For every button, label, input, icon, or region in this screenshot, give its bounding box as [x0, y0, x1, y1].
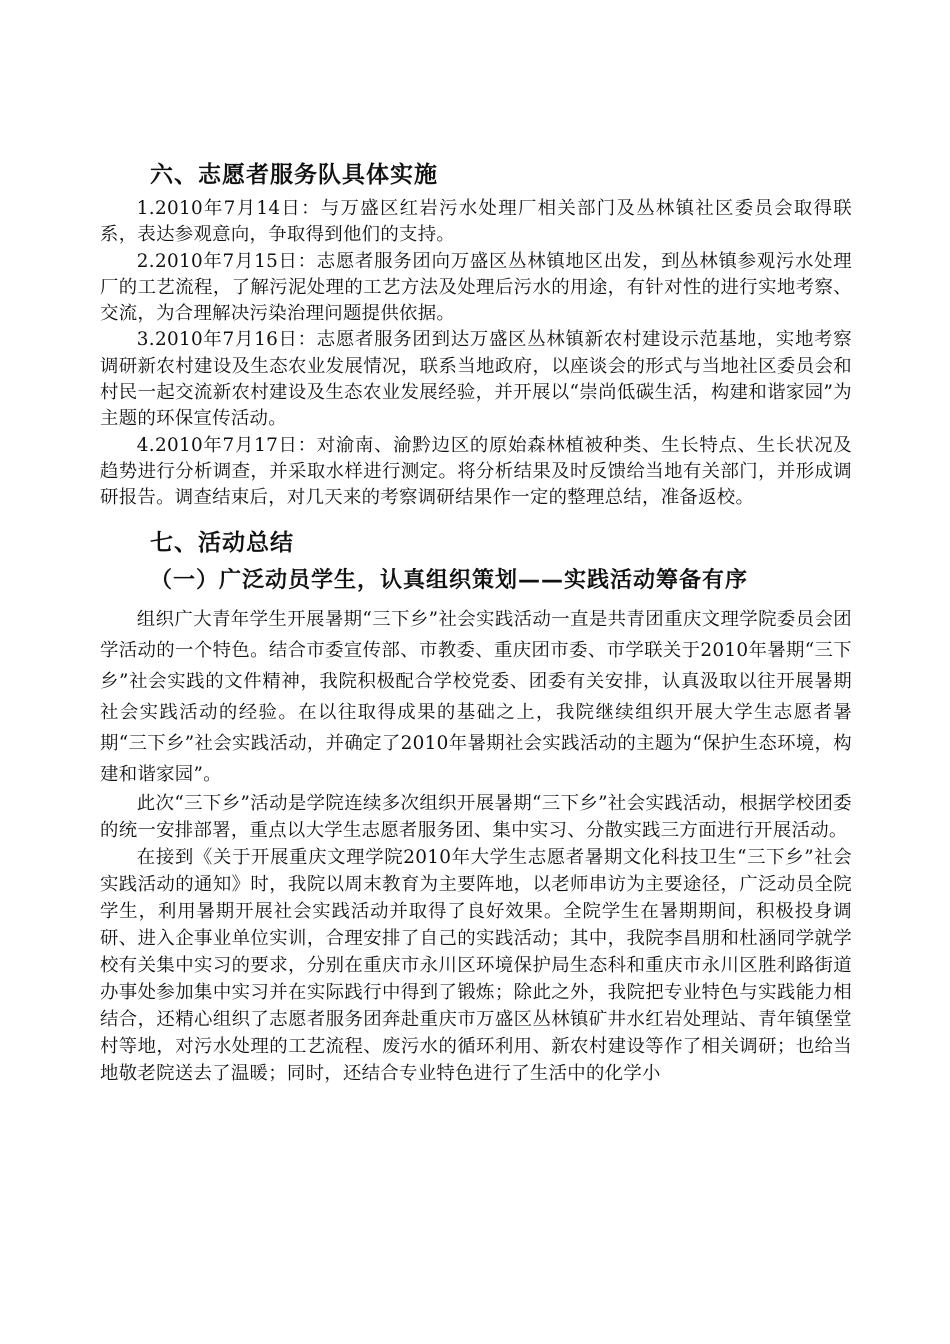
schedule-item: 2.2010年7月15日：志愿者服务团向万盛区丛林镇地区出发，到丛林镇参观污水处理厂的工艺流程，了解污泥处理的工艺方法及处理后污水的用途，有针对性的进行实地考察、交流，为合理解决污染治理问题提供依据。 [100, 250, 852, 325]
summary-paragraph: 在接到《关于开展重庆文理学院2010年大学生志愿者暑期文化科技卫生“三下乡”社会实践活动的通知》时，我院以周末教育为主要阵地，以老师串访为主要途径，广泛动员全院学生，利用暑期开展社会实践活动并取得了良好效果。全院学生在暑期期间，积极投身调研、进入企事业单位实训，合理安排了自己的实践活动；其中，我院李昌朋和杜涵同学就学校有关集中实习的要求，分别在重庆市永川区环境保护局生态科和重庆市永川区胜利路街道办事处参加集中实习并在实际践行中得到了锻炼；除此之外，我院把专业特色与实践能力相结合，还精心组织了志愿者服务团奔赴重庆市万盛区丛林镇矿井水红岩处理站、青年镇堡堂村等地，对污水处理的工艺流程、废污水的循环利用、新农村建设等作了相关调研；也给当地敬老院送去了温暖；同时，还结合专业特色进行了生活中的化学小 [100, 846, 852, 1084]
summary-paragraph: 组织广大青年学生开展暑期“三下乡”社会实践活动一直是共青团重庆文理学院委员会团学活动的一个特色。结合市委宣传部、市教委、重庆团市委、市学联关于2010年暑期“三下乡”社会实践的文件精神，我院积极配合学校党委、团委有关安排，认真汲取以往开展暑期社会实践活动的经验。在以往取得成果的基础之上，我院继续组织开展大学生志愿者暑期“三下乡”社会实践活动，并确定了2010年暑期社会实践活动的主题为“保护生态环境，构建和谐家园”。 [100, 608, 852, 785]
schedule-item: 1.2010年7月14日：与万盛区红岩污水处理厂相关部门及丛林镇社区委员会取得联系，表达参观意向，争取得到他们的支持。 [100, 198, 852, 246]
section-7-subheading: （一）广泛动员学生，认真组织策划——实践活动筹备有序 [150, 567, 749, 593]
section-7-heading: 七、活动总结 [150, 529, 294, 556]
document-body [100, 158, 852, 1087]
schedule-item: 3.2010年7月16日：志愿者服务团到达万盛区丛林镇新农村建设示范基地，实地考察调研新农村建设及生态农业发展情况，联系当地政府，以座谈会的形式与当地社区委员会和村民一起交流新农村建设及生态农业发展经验，并开展以“崇尚低碳生活，构建和谐家园”为主题的环保宣传活动。 [100, 329, 852, 430]
summary-body [100, 604, 852, 1087]
section-6-list [100, 196, 852, 512]
summary-paragraph: 此次“三下乡”活动是学院连续多次组织开展暑期“三下乡”社会实践活动，根据学校团委的统一安排部署，重点以大学生志愿者服务团、集中实习、分散实践三方面进行开展活动。 [100, 792, 852, 841]
section-6-heading: 六、志愿者服务队具体实施 [150, 162, 438, 188]
schedule-item: 4.2010年7月17日：对渝南、渝黔边区的原始森林植被种类、生长特点、生长状况及趋势进行分析调查，并采取水样进行测定。将分析结果及时反馈给当地有关部门，并形成调研报告。调查结束后，对几天来的考察调研结果作一定的整理总结，准备返校。 [100, 434, 852, 509]
